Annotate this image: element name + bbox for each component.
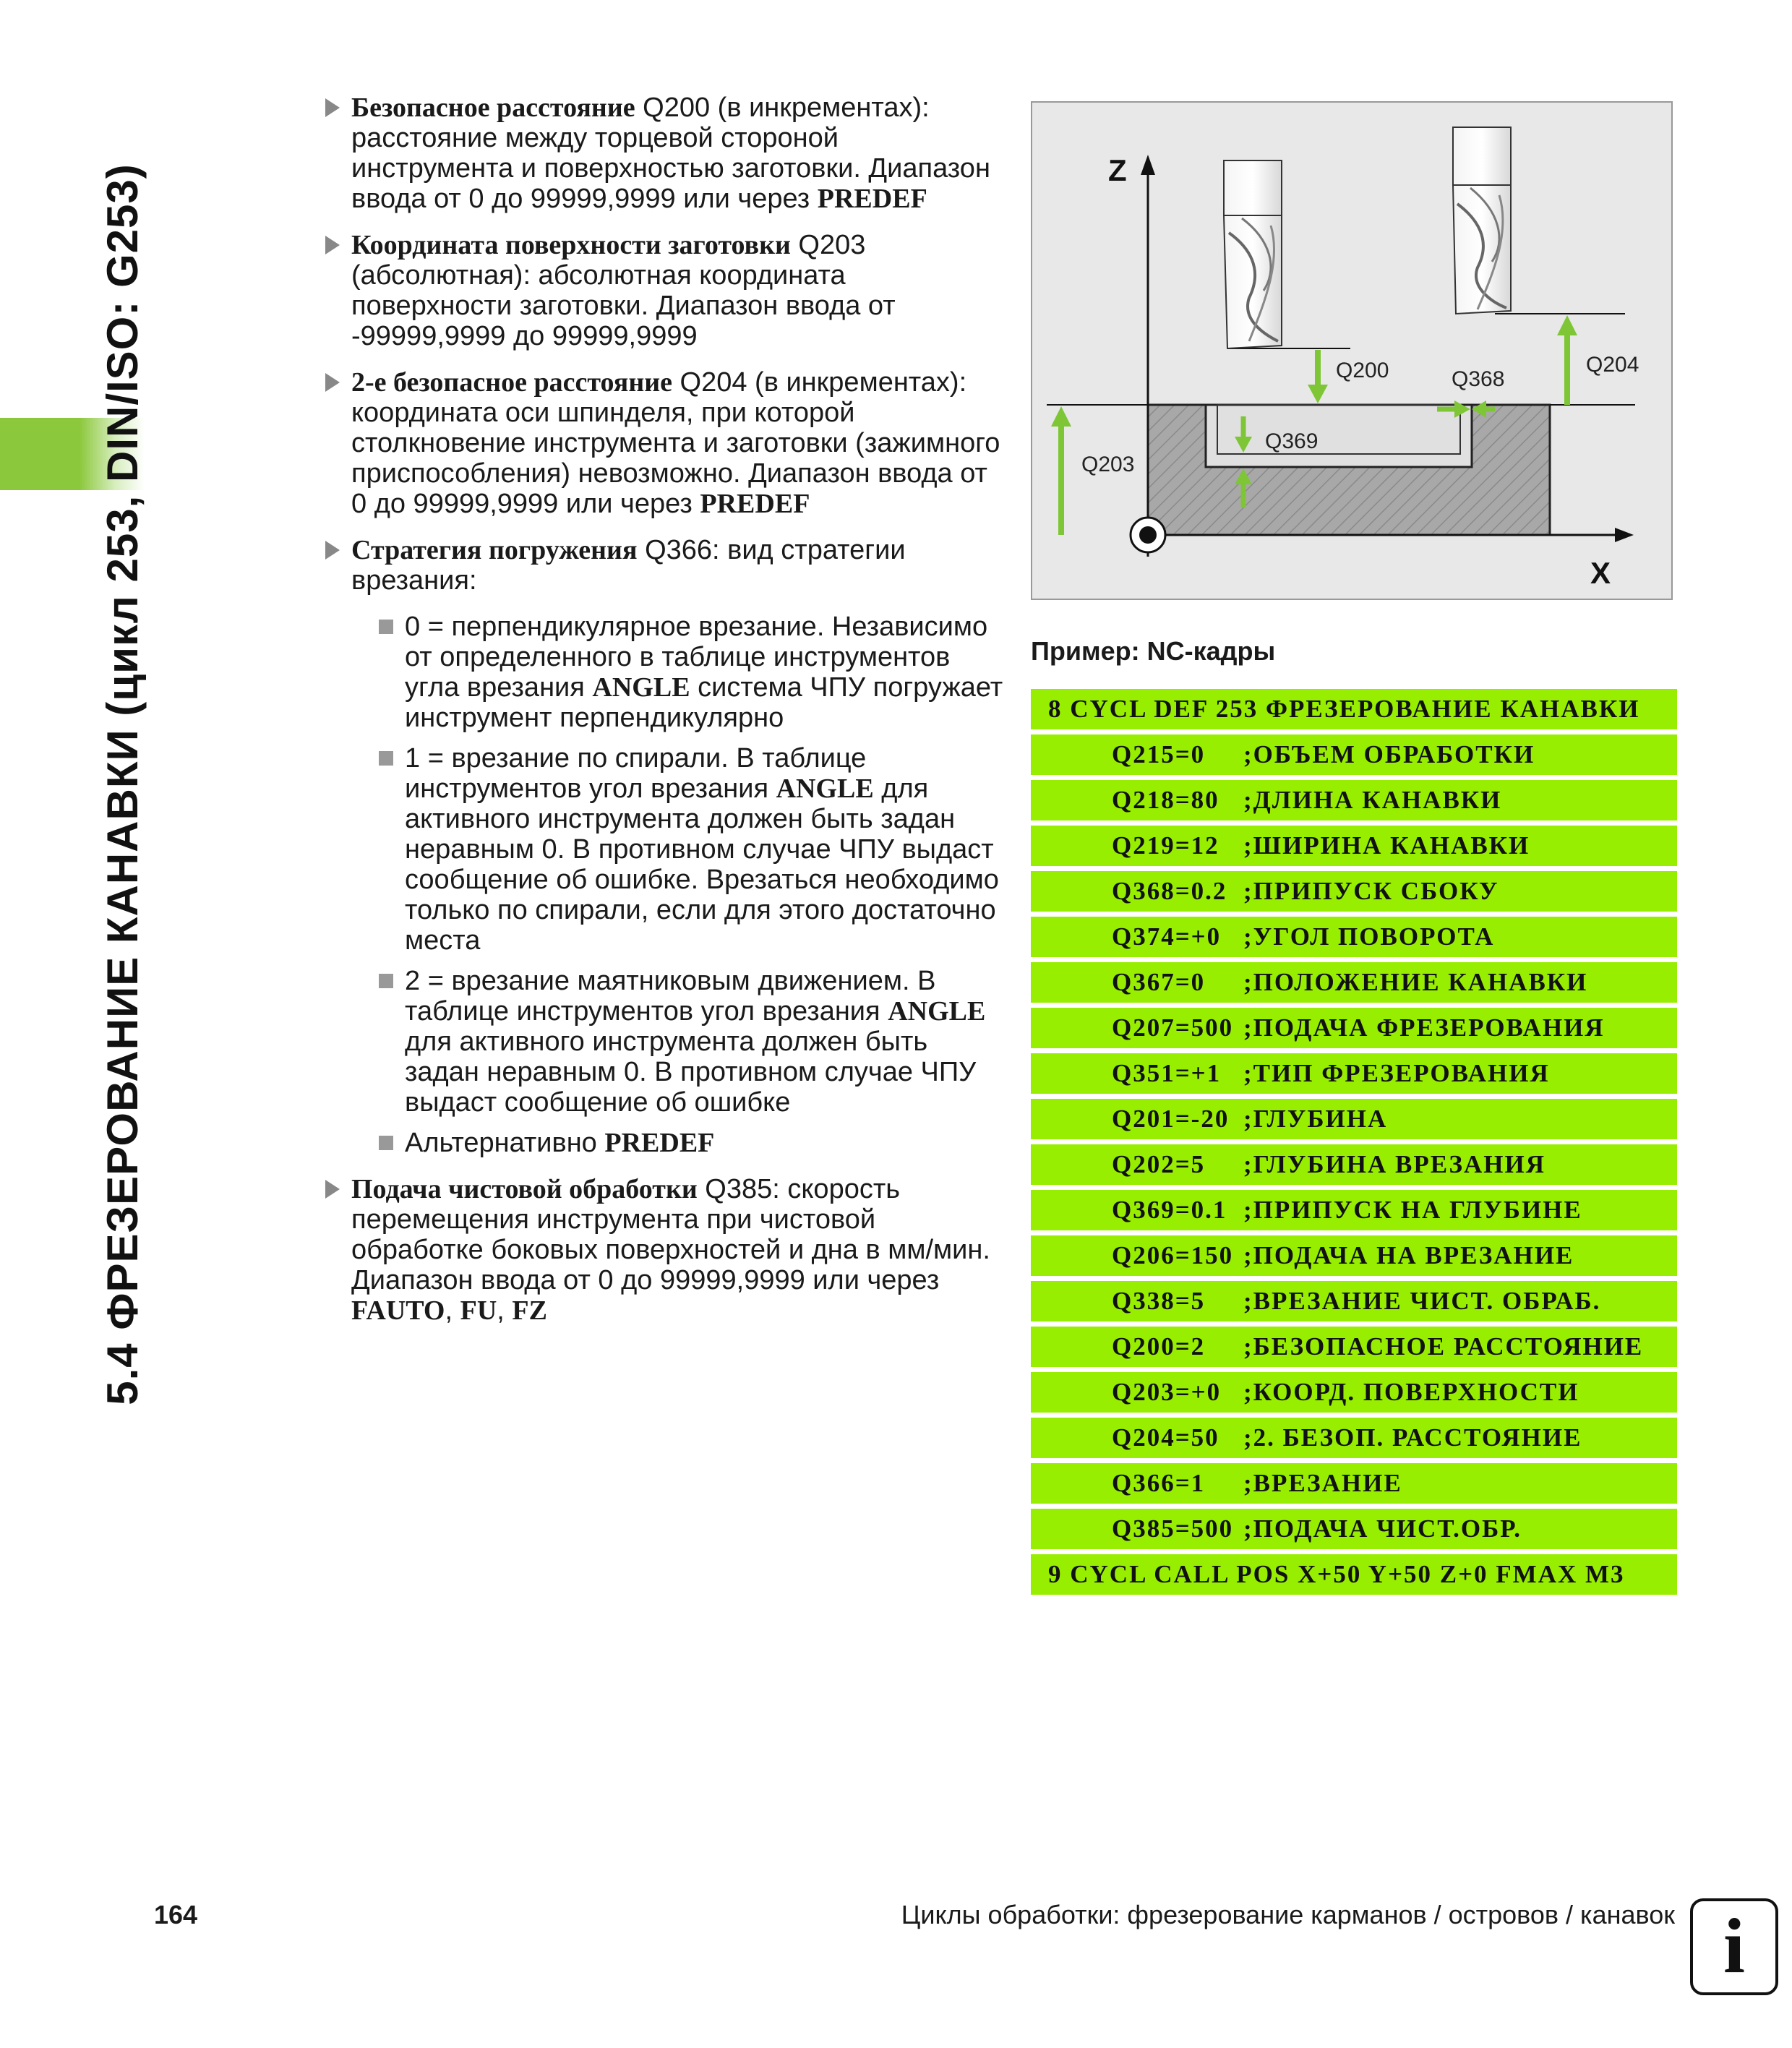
nc-param-code: Q385=500 [1112, 1514, 1234, 1543]
nc-param-code: Q201=-20 [1112, 1105, 1230, 1133]
bullet-arrow-icon [325, 541, 340, 560]
axis-x-label: X [1590, 556, 1611, 590]
nc-param-row [1031, 1372, 1677, 1413]
param-term: Безопасное расстояние [351, 93, 635, 123]
param-keyword: PREDEF [700, 489, 810, 519]
option-item [379, 743, 1003, 956]
nc-param-code: Q215=0 [1112, 740, 1206, 768]
section-title: 5.4 ФРЕЗЕРОВАНИЕ КАНАВКИ (цикл 253, DIN/ISO: G253) [98, 163, 147, 1405]
q368-label: Q368 [1452, 367, 1505, 391]
option-text: Альтернативно [405, 1128, 605, 1158]
q200-label: Q200 [1336, 359, 1389, 382]
nc-param-code: Q218=80 [1112, 786, 1219, 814]
nc-param-comment: ;ГЛУБИНА [1243, 1105, 1388, 1133]
nc-param-comment: ;ВРЕЗАНИЕ ЧИСТ. ОБРАБ. [1243, 1287, 1601, 1315]
bullet-arrow-icon [325, 1180, 340, 1199]
nc-param-comment: ;ТИП ФРЕЗЕРОВАНИЯ [1243, 1059, 1550, 1087]
nc-param-comment: ;БЕЗОПАСНОЕ РАССТОЯНИЕ [1243, 1332, 1644, 1361]
param-term: Подача чистовой обработки [351, 1174, 698, 1204]
option-text: система ЧПУ погружает инструмент перпендикулярно [405, 672, 1003, 733]
nc-param-comment: ;ГЛУБИНА ВРЕЗАНИЯ [1243, 1150, 1546, 1178]
separator: , [445, 1295, 460, 1326]
nc-param-code: Q200=2 [1112, 1332, 1206, 1361]
param-item [324, 1174, 1003, 1326]
option-keyword: ANGLE [888, 996, 986, 1027]
q204-label: Q204 [1586, 353, 1639, 377]
nc-param-row [1031, 1144, 1677, 1185]
nc-param-code: Q368=0.2 [1112, 877, 1227, 905]
section-tab [0, 418, 145, 490]
param-item [324, 535, 1003, 1158]
nc-param-comment: ;ОБЪЕМ ОБРАБОТКИ [1243, 740, 1535, 768]
nc-param-row [1031, 1463, 1677, 1504]
nc-param-row [1031, 917, 1677, 957]
param-text: Q200 (в инкрементах): расстояние между торцевой стороной инструмента и поверхностью заготовки. Диапазон ввода от 0 до 99999,9999 или через [351, 93, 990, 214]
nc-param-comment: ;ВРЕЗАНИЕ [1243, 1469, 1402, 1497]
nc-program [1031, 689, 1677, 1600]
bullet-arrow-icon [325, 98, 340, 117]
x-axis-arrow-icon [1615, 528, 1634, 542]
page-number: 164 [154, 1900, 198, 1929]
slot-diagram [1031, 101, 1673, 600]
bullet-arrow-icon [325, 236, 340, 254]
option-item [379, 612, 1003, 733]
nc-param-code: Q219=12 [1112, 831, 1219, 860]
param-item [324, 367, 1003, 519]
nc-param-comment: ;2. БЕЗОП. РАССТОЯНИЕ [1243, 1423, 1582, 1452]
param-text: Q204 (в инкрементах): координата оси шпинделя, при которой столкновение инструмента и заготовки (зажимного приспособления) невозможно. Диапазон ввода от 0 до 99999,9999 или через [351, 367, 1000, 519]
param-keyword: FU [460, 1295, 497, 1326]
nc-param-row [1031, 1099, 1677, 1139]
param-term: Координата поверхности заготовки [351, 230, 791, 260]
param-text: Q385: скорость перемещения инструмента при чистовой обработке боковых поверхностей и дна в мм/мин. Диапазон ввода от 0 до 99999,9999 или через [351, 1174, 990, 1295]
nc-param-list [1031, 734, 1677, 1549]
nc-param-row [1031, 780, 1677, 821]
nc-param-row [1031, 1418, 1677, 1458]
param-text: Q366: вид стратегии врезания: [351, 535, 906, 596]
param-item [324, 230, 1003, 351]
nc-param-row [1031, 871, 1677, 912]
square-bullet-icon [379, 751, 393, 766]
nc-param-row [1031, 1327, 1677, 1367]
nc-param-code: Q202=5 [1112, 1150, 1206, 1178]
nc-param-code: Q351=+1 [1112, 1059, 1222, 1087]
option-text: 1 = врезание по спирали. В таблице инструментов угол врезания [405, 743, 867, 804]
nc-param-comment: ;ПОДАЧА ЧИСТ.ОБР. [1243, 1514, 1522, 1543]
nc-param-comment: ;ПОЛОЖЕНИЕ КАНАВКИ [1243, 968, 1588, 996]
param-text: Q203 (абсолютная): абсолютная координата поверхности заготовки. Диапазон ввода от -99999,9999 до 99999,9999 [351, 230, 896, 351]
option-text: 2 = врезание маятниковым движением. В таблице инструментов угол врезания [405, 966, 936, 1027]
nc-param-code: Q206=150 [1112, 1241, 1234, 1269]
z-axis-arrow-icon [1141, 155, 1155, 175]
nc-param-row [1031, 1235, 1677, 1276]
chapter-title: Циклы обработки: фрезерование карманов / островов / канавок [901, 1900, 1675, 1929]
square-bullet-icon [379, 1136, 393, 1150]
nc-param-row [1031, 1190, 1677, 1230]
slot-diagram-svg [1032, 103, 1671, 599]
nc-param-comment: ;ПРИПУСК СБОКУ [1243, 877, 1499, 905]
nc-param-comment: ;ПРИПУСК НА ГЛУБИНЕ [1243, 1196, 1582, 1224]
nc-param-code: Q367=0 [1112, 968, 1206, 996]
nc-param-comment: ;ДЛИНА КАНАВКИ [1243, 786, 1502, 814]
separator: , [497, 1295, 513, 1326]
option-text: для активного инструмента должен быть задан неравным 0. В противном случае ЧПУ выдаст сообщение об ошибке [405, 1027, 977, 1118]
square-bullet-icon [379, 974, 393, 988]
nc-param-comment: ;ШИРИНА КАНАВКИ [1243, 831, 1530, 860]
nc-param-code: Q204=50 [1112, 1423, 1219, 1452]
q369-label: Q369 [1265, 429, 1319, 453]
nc-param-comment: ;УГОЛ ПОВОРОТА [1243, 922, 1495, 951]
nc-param-row [1031, 962, 1677, 1003]
nc-param-row [1031, 1053, 1677, 1094]
nc-param-code: Q203=+0 [1112, 1378, 1222, 1406]
tool-right-icon [1453, 127, 1511, 314]
nc-block: 8 CYCL DEF 253 ФРЕЗЕРОВАНИЕ КАНАВКИ [1031, 689, 1677, 729]
nc-param-code: Q369=0.1 [1112, 1196, 1227, 1224]
param-item [324, 93, 1003, 214]
option-text: 0 = перпендикулярное врезание. Независимо от определенного в таблице инструментов угла врезания [405, 612, 988, 703]
option-item [379, 1128, 1003, 1158]
nc-param-comment: ;ПОДАЧА ФРЕЗЕРОВАНИЯ [1243, 1014, 1605, 1042]
param-keyword: PREDEF [817, 184, 927, 214]
tool-left-icon [1224, 160, 1282, 348]
option-list [351, 612, 1003, 1158]
square-bullet-icon [379, 620, 393, 634]
option-text: для активного инструмента должен быть задан неравным 0. В противном случае ЧПУ выдаст сообщение об ошибке. Врезаться необходимо только по спирали, если для этого достаточно места [405, 774, 999, 956]
param-keyword: FZ [512, 1295, 547, 1326]
param-term: Стратегия погружения [351, 535, 638, 565]
nc-param-row [1031, 826, 1677, 866]
nc-param-code: Q374=+0 [1112, 922, 1222, 951]
nc-param-row [1031, 1509, 1677, 1549]
nc-param-row [1031, 734, 1677, 775]
option-item [379, 966, 1003, 1118]
info-icon[interactable]: i [1690, 1898, 1778, 1995]
option-keyword: PREDEF [604, 1128, 715, 1158]
nc-param-row [1031, 1281, 1677, 1321]
nc-param-code: Q338=5 [1112, 1287, 1206, 1315]
nc-param-row [1031, 1008, 1677, 1048]
nc-param-code: Q366=1 [1112, 1469, 1206, 1497]
option-keyword: ANGLE [776, 774, 874, 804]
example-title: Пример: NC-кадры [1031, 636, 1276, 666]
nc-param-code: Q207=500 [1112, 1014, 1234, 1042]
nc-param-comment: ;ПОДАЧА НА ВРЕЗАНИЕ [1243, 1241, 1574, 1269]
nc-block: 9 CYCL CALL POS X+50 Y+50 Z+0 FMAX M3 [1031, 1554, 1677, 1595]
param-term: 2-е безопасное расстояние [351, 367, 672, 398]
nc-param-comment: ;КООРД. ПОВЕРХНОСТИ [1243, 1378, 1579, 1406]
param-keyword: FAUTO [351, 1295, 445, 1326]
parameter-list [324, 93, 1003, 1342]
axis-z-label: Z [1108, 153, 1127, 187]
bullet-arrow-icon [325, 373, 340, 392]
option-keyword: ANGLE [592, 672, 690, 703]
q203-label: Q203 [1081, 453, 1135, 476]
